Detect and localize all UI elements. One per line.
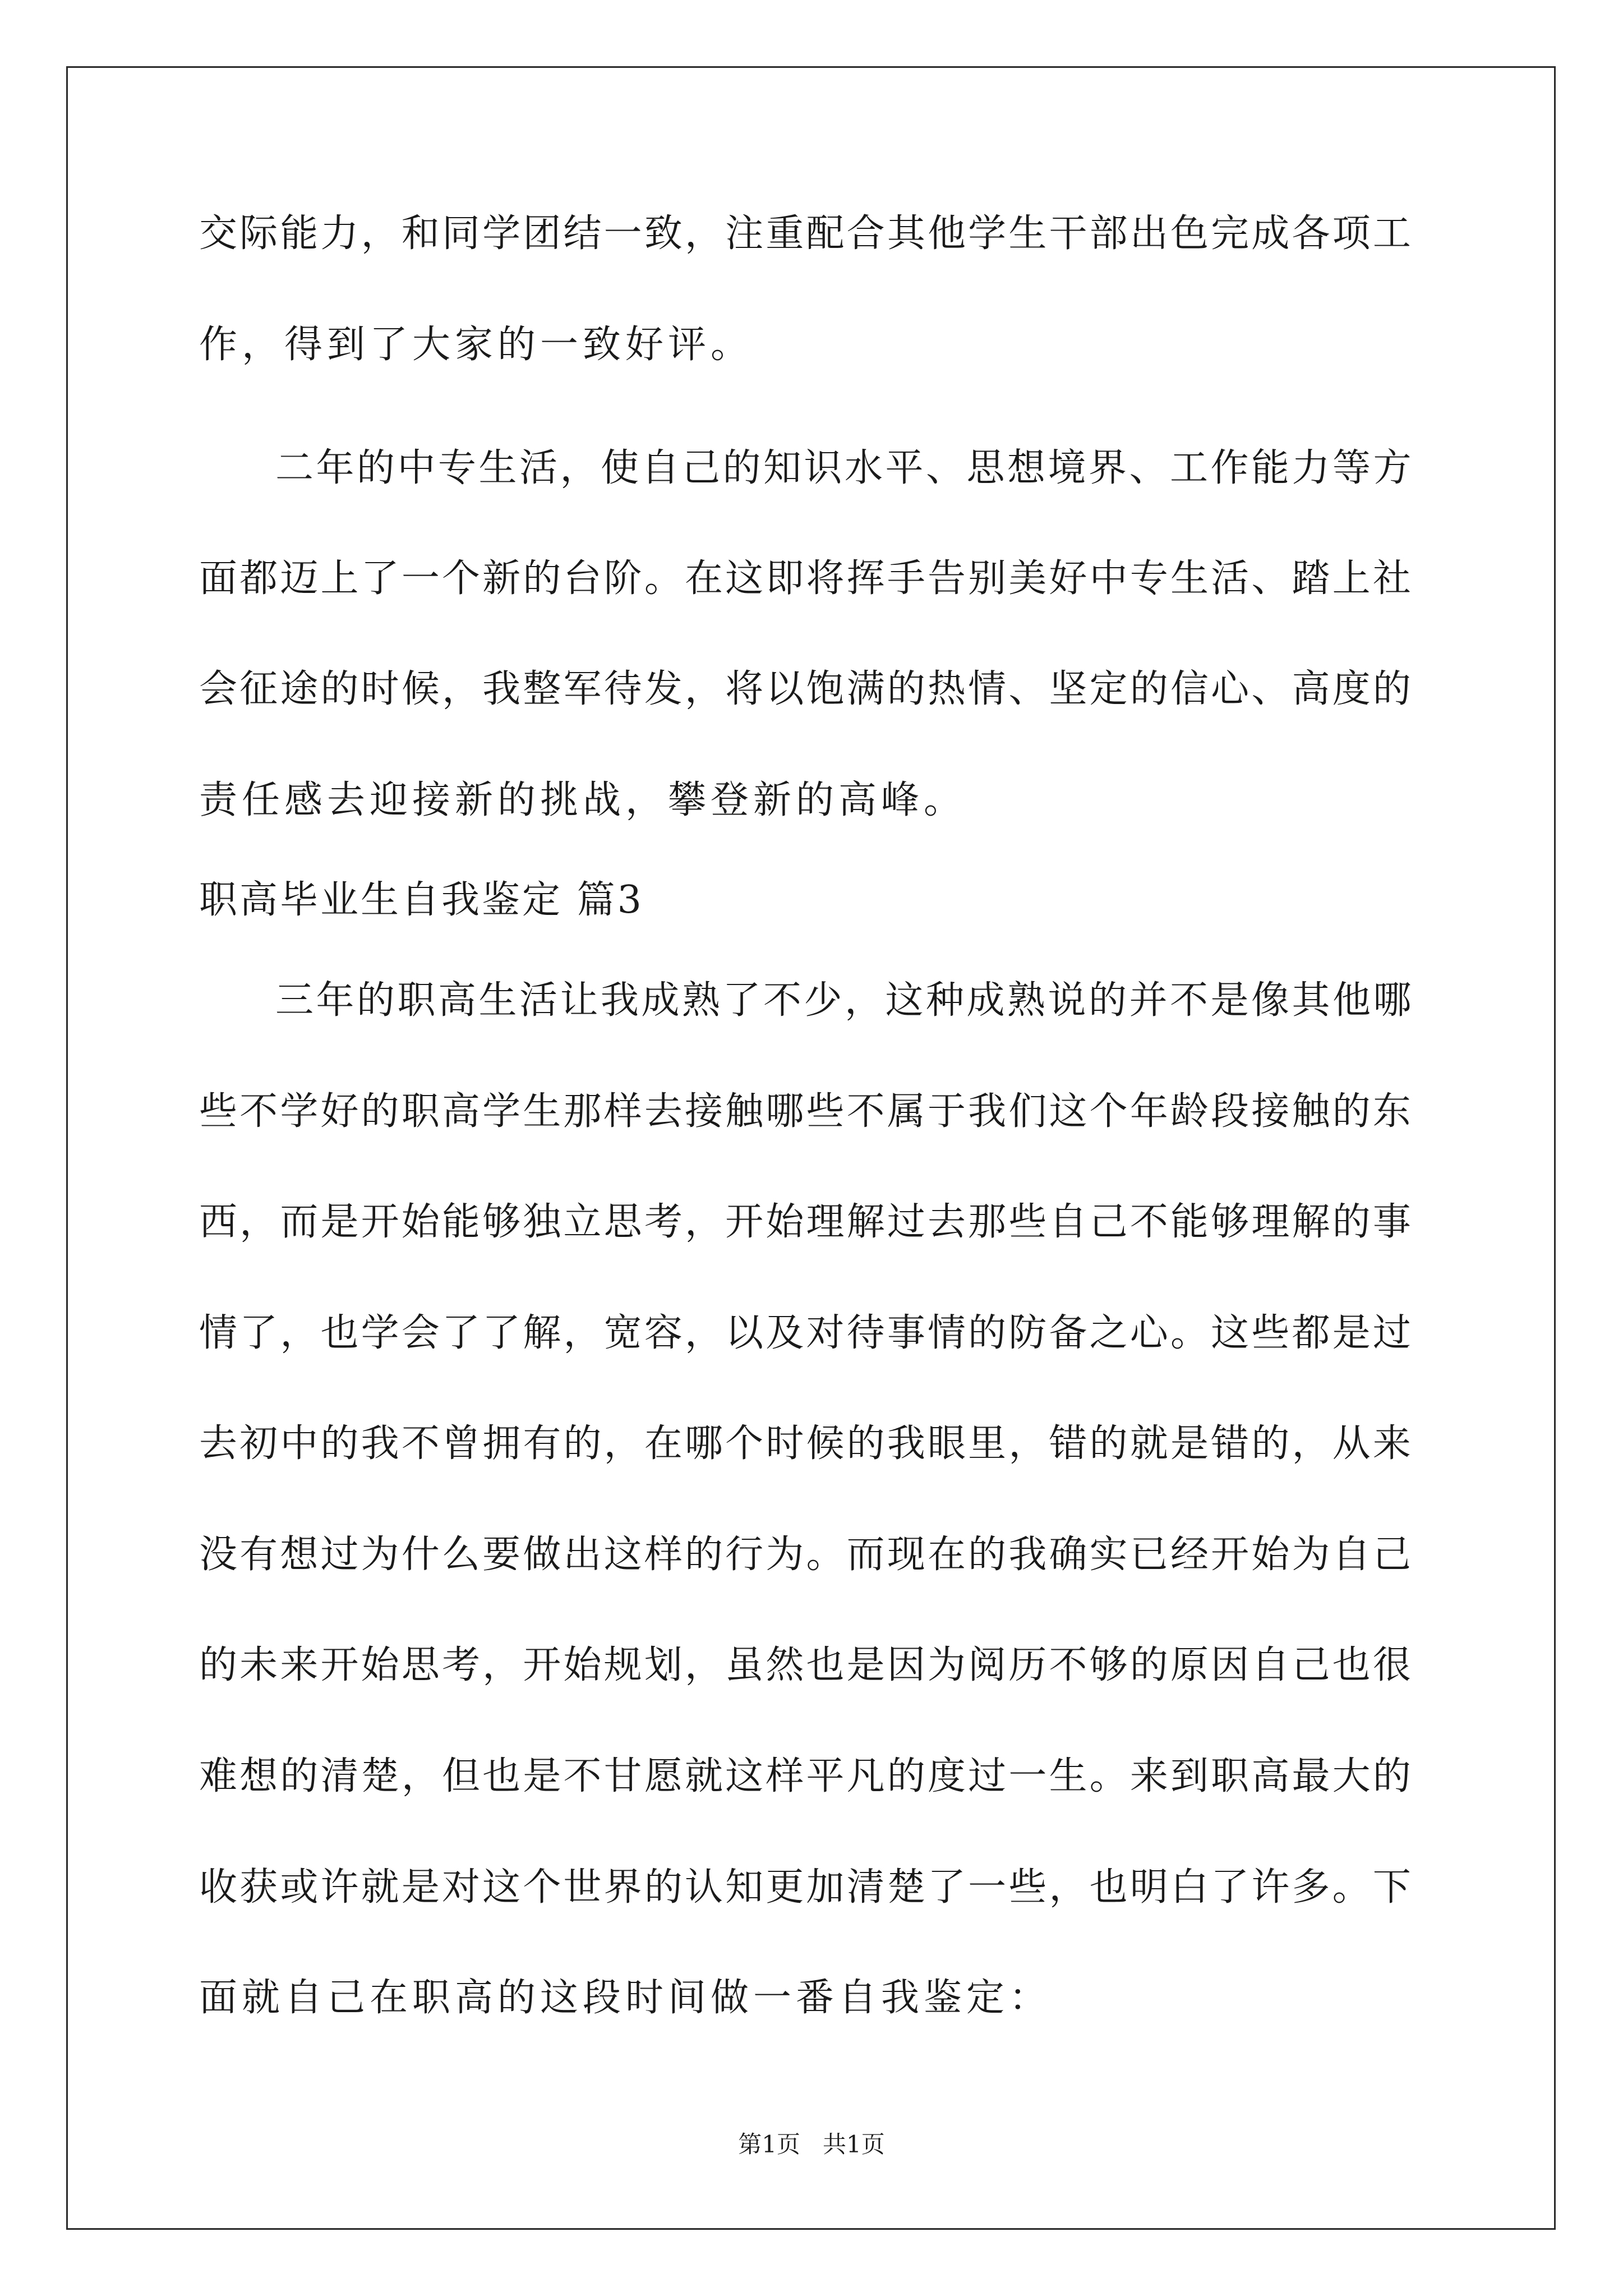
text-line: 责任感去迎接新的挑战，攀登新的高峰。 [199,778,967,822]
text-line: 些不学好的职高学生那样去接触哪些不属于我们这个年龄段接触的东 [199,1089,1414,1134]
text-line: 收获或许就是对这个世界的认知更加清楚了一些，也明白了许多。下 [199,1865,1414,1910]
text-line: 没有想过为什么要做出这样的行为。而现在的我确实已经开始为自己 [199,1533,1414,1577]
text-line: 面就自己在职高的这段时间做一番自我鉴定： [199,1976,1052,2020]
text-line: 难想的清楚，但也是不甘愿就这样平凡的度过一生。来到职高最大的 [199,1754,1414,1798]
text-line: 的未来开始思考，开始规划，虽然也是因为阅历不够的原因自己也很 [199,1643,1414,1687]
text-line: 去初中的我不曾拥有的，在哪个时候的我眼里，错的就是错的，从来 [199,1421,1414,1466]
page-number-footer: 第1页 共1页 [738,2131,885,2158]
text-line: 西，而是开始能够独立思考，开始理解过去那些自己不能够理解的事 [199,1200,1414,1244]
paragraph-first-line: 二年的中专生活，使自己的知识水平、思想境界、工作能力等方 [275,446,1414,490]
text-line: 交际能力，和同学团结一致，注重配合其他学生干部出色完成各项工 [199,211,1414,256]
text-line: 情了，也学会了了解，宽容，以及对待事情的防备之心。这些都是过 [199,1311,1414,1355]
section-heading: 职高毕业生自我鉴定 篇3 [199,878,644,922]
paragraph-first-line: 三年的职高生活让我成熟了不少，这种成熟说的并不是像其他哪 [275,978,1414,1023]
text-line: 面都迈上了一个新的台阶。在这即将挥手告别美好中专生活、踏上社 [199,556,1414,601]
text-line: 会征途的时候，我整军待发，将以饱满的热情、坚定的信心、高度的 [199,667,1414,711]
text-line: 作，得到了大家的一致好评。 [199,323,754,367]
